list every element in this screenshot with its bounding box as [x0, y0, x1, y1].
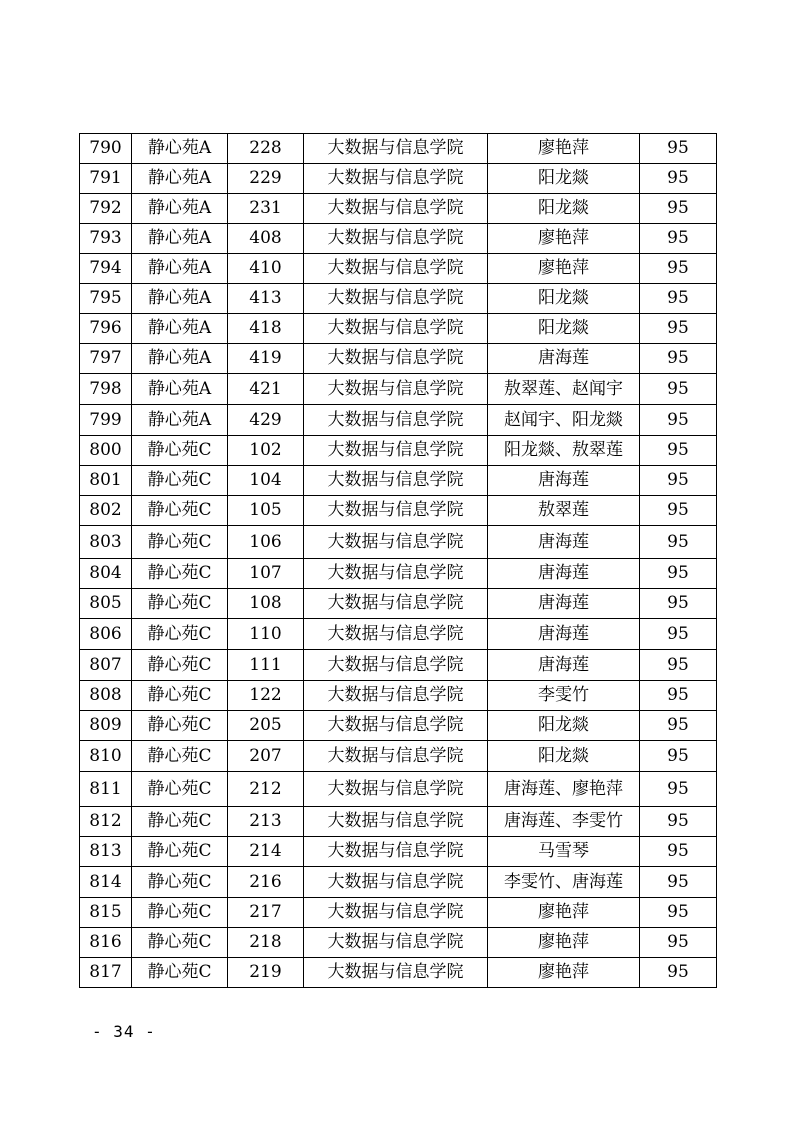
room-cell: 212: [228, 772, 304, 807]
table-row: [80, 254, 717, 284]
table-row: [80, 344, 717, 374]
table-row: [80, 807, 717, 837]
college-cell: 大数据与信息学院: [304, 496, 488, 526]
index-cell: 809: [80, 711, 132, 741]
index-cell: 796: [80, 314, 132, 344]
building-cell: 静心苑C: [132, 837, 228, 867]
score-cell: 95: [640, 344, 717, 374]
counselor-cell: 廖艳萍: [488, 254, 640, 284]
room-cell: 418: [228, 314, 304, 344]
score-cell: 95: [640, 496, 717, 526]
table-body: [80, 134, 717, 988]
score-cell: 95: [640, 224, 717, 254]
college-cell: 大数据与信息学院: [304, 837, 488, 867]
index-cell: 791: [80, 164, 132, 194]
index-cell: 803: [80, 526, 132, 559]
counselor-cell: 阳龙燚: [488, 284, 640, 314]
college-cell: 大数据与信息学院: [304, 164, 488, 194]
counselor-cell: 廖艳萍: [488, 898, 640, 928]
room-cell: 104: [228, 466, 304, 496]
table-row: [80, 314, 717, 344]
college-cell: 大数据与信息学院: [304, 134, 488, 164]
college-cell: 大数据与信息学院: [304, 405, 488, 436]
counselor-cell: 廖艳萍: [488, 958, 640, 988]
room-cell: 419: [228, 344, 304, 374]
counselor-cell: 敖翠莲: [488, 496, 640, 526]
score-cell: 95: [640, 898, 717, 928]
counselor-cell: 唐海莲: [488, 619, 640, 650]
index-cell: 797: [80, 344, 132, 374]
table-row: [80, 837, 717, 867]
index-cell: 805: [80, 589, 132, 619]
score-cell: 95: [640, 741, 717, 772]
score-cell: 95: [640, 807, 717, 837]
college-cell: 大数据与信息学院: [304, 436, 488, 466]
building-cell: 静心苑C: [132, 867, 228, 898]
table-row: [80, 164, 717, 194]
room-cell: 213: [228, 807, 304, 837]
counselor-cell: 唐海莲、李雯竹: [488, 807, 640, 837]
table-row: [80, 741, 717, 772]
building-cell: 静心苑C: [132, 928, 228, 958]
room-cell: 413: [228, 284, 304, 314]
score-cell: 95: [640, 772, 717, 807]
room-cell: 231: [228, 194, 304, 224]
counselor-cell: 唐海莲: [488, 526, 640, 559]
room-cell: 111: [228, 650, 304, 681]
score-cell: 95: [640, 559, 717, 589]
table-row: [80, 405, 717, 436]
building-cell: 静心苑C: [132, 589, 228, 619]
score-cell: 95: [640, 405, 717, 436]
room-cell: 219: [228, 958, 304, 988]
room-cell: 410: [228, 254, 304, 284]
score-cell: 95: [640, 837, 717, 867]
college-cell: 大数据与信息学院: [304, 958, 488, 988]
room-cell: 105: [228, 496, 304, 526]
index-cell: 798: [80, 374, 132, 405]
index-cell: 816: [80, 928, 132, 958]
index-cell: 814: [80, 867, 132, 898]
counselor-cell: 廖艳萍: [488, 224, 640, 254]
counselor-cell: 廖艳萍: [488, 928, 640, 958]
room-cell: 108: [228, 589, 304, 619]
room-cell: 110: [228, 619, 304, 650]
college-cell: 大数据与信息学院: [304, 928, 488, 958]
score-cell: 95: [640, 928, 717, 958]
index-cell: 808: [80, 681, 132, 711]
table-row: [80, 928, 717, 958]
college-cell: 大数据与信息学院: [304, 254, 488, 284]
table-row: [80, 772, 717, 807]
index-cell: 804: [80, 559, 132, 589]
building-cell: 静心苑C: [132, 526, 228, 559]
building-cell: 静心苑C: [132, 741, 228, 772]
building-cell: 静心苑A: [132, 164, 228, 194]
index-cell: 807: [80, 650, 132, 681]
counselor-cell: 阳龙燚: [488, 164, 640, 194]
table-row: [80, 619, 717, 650]
counselor-cell: 唐海莲、廖艳萍: [488, 772, 640, 807]
counselor-cell: 唐海莲: [488, 466, 640, 496]
building-cell: 静心苑A: [132, 194, 228, 224]
room-cell: 207: [228, 741, 304, 772]
building-cell: 静心苑A: [132, 224, 228, 254]
college-cell: 大数据与信息学院: [304, 344, 488, 374]
college-cell: 大数据与信息学院: [304, 619, 488, 650]
score-cell: 95: [640, 526, 717, 559]
score-cell: 95: [640, 589, 717, 619]
room-cell: 217: [228, 898, 304, 928]
college-cell: 大数据与信息学院: [304, 284, 488, 314]
room-cell: 214: [228, 837, 304, 867]
score-cell: 95: [640, 254, 717, 284]
college-cell: 大数据与信息学院: [304, 741, 488, 772]
table-row: [80, 224, 717, 254]
counselor-cell: 阳龙燚: [488, 741, 640, 772]
index-cell: 811: [80, 772, 132, 807]
building-cell: 静心苑A: [132, 405, 228, 436]
building-cell: 静心苑C: [132, 619, 228, 650]
table-row: [80, 589, 717, 619]
table-row: [80, 134, 717, 164]
score-cell: 95: [640, 650, 717, 681]
table-row: [80, 681, 717, 711]
score-cell: 95: [640, 284, 717, 314]
table-row: [80, 867, 717, 898]
counselor-cell: 唐海莲: [488, 559, 640, 589]
index-cell: 793: [80, 224, 132, 254]
college-cell: 大数据与信息学院: [304, 867, 488, 898]
building-cell: 静心苑A: [132, 344, 228, 374]
table-row: [80, 958, 717, 988]
table-row: [80, 711, 717, 741]
index-cell: 810: [80, 741, 132, 772]
building-cell: 静心苑C: [132, 496, 228, 526]
table-row: [80, 898, 717, 928]
counselor-cell: 敖翠莲、赵闻宇: [488, 374, 640, 405]
college-cell: 大数据与信息学院: [304, 526, 488, 559]
room-cell: 218: [228, 928, 304, 958]
building-cell: 静心苑A: [132, 314, 228, 344]
index-cell: 801: [80, 466, 132, 496]
building-cell: 静心苑A: [132, 254, 228, 284]
counselor-cell: 阳龙燚: [488, 711, 640, 741]
dormitory-score-table: [79, 133, 717, 988]
building-cell: 静心苑A: [132, 284, 228, 314]
score-cell: 95: [640, 681, 717, 711]
room-cell: 229: [228, 164, 304, 194]
score-cell: 95: [640, 711, 717, 741]
page-number: - 34 -: [92, 1022, 156, 1041]
table-row: [80, 496, 717, 526]
college-cell: 大数据与信息学院: [304, 466, 488, 496]
room-cell: 106: [228, 526, 304, 559]
building-cell: 静心苑C: [132, 681, 228, 711]
index-cell: 799: [80, 405, 132, 436]
counselor-cell: 唐海莲: [488, 650, 640, 681]
college-cell: 大数据与信息学院: [304, 650, 488, 681]
college-cell: 大数据与信息学院: [304, 807, 488, 837]
college-cell: 大数据与信息学院: [304, 194, 488, 224]
college-cell: 大数据与信息学院: [304, 898, 488, 928]
counselor-cell: 李雯竹: [488, 681, 640, 711]
building-cell: 静心苑C: [132, 650, 228, 681]
table-row: [80, 466, 717, 496]
score-cell: 95: [640, 314, 717, 344]
building-cell: 静心苑C: [132, 466, 228, 496]
index-cell: 815: [80, 898, 132, 928]
building-cell: 静心苑C: [132, 559, 228, 589]
table-row: [80, 194, 717, 224]
table-row: [80, 436, 717, 466]
building-cell: 静心苑C: [132, 772, 228, 807]
room-cell: 228: [228, 134, 304, 164]
building-cell: 静心苑C: [132, 711, 228, 741]
score-cell: 95: [640, 436, 717, 466]
college-cell: 大数据与信息学院: [304, 314, 488, 344]
score-cell: 95: [640, 134, 717, 164]
index-cell: 812: [80, 807, 132, 837]
index-cell: 790: [80, 134, 132, 164]
table-row: [80, 526, 717, 559]
college-cell: 大数据与信息学院: [304, 589, 488, 619]
score-cell: 95: [640, 867, 717, 898]
score-cell: 95: [640, 194, 717, 224]
college-cell: 大数据与信息学院: [304, 772, 488, 807]
room-cell: 122: [228, 681, 304, 711]
index-cell: 813: [80, 837, 132, 867]
room-cell: 107: [228, 559, 304, 589]
building-cell: 静心苑C: [132, 807, 228, 837]
score-cell: 95: [640, 374, 717, 405]
room-cell: 205: [228, 711, 304, 741]
index-cell: 806: [80, 619, 132, 650]
score-cell: 95: [640, 619, 717, 650]
table-row: [80, 559, 717, 589]
room-cell: 421: [228, 374, 304, 405]
college-cell: 大数据与信息学院: [304, 224, 488, 254]
college-cell: 大数据与信息学院: [304, 559, 488, 589]
index-cell: 795: [80, 284, 132, 314]
counselor-cell: 阳龙燚、敖翠莲: [488, 436, 640, 466]
counselor-cell: 李雯竹、唐海莲: [488, 867, 640, 898]
index-cell: 794: [80, 254, 132, 284]
counselor-cell: 阳龙燚: [488, 314, 640, 344]
college-cell: 大数据与信息学院: [304, 681, 488, 711]
college-cell: 大数据与信息学院: [304, 711, 488, 741]
building-cell: 静心苑A: [132, 134, 228, 164]
index-cell: 800: [80, 436, 132, 466]
room-cell: 102: [228, 436, 304, 466]
room-cell: 429: [228, 405, 304, 436]
counselor-cell: 唐海莲: [488, 344, 640, 374]
counselor-cell: 唐海莲: [488, 589, 640, 619]
table-row: [80, 374, 717, 405]
index-cell: 802: [80, 496, 132, 526]
index-cell: 792: [80, 194, 132, 224]
table-row: [80, 284, 717, 314]
counselor-cell: 廖艳萍: [488, 134, 640, 164]
counselor-cell: 马雪琴: [488, 837, 640, 867]
counselor-cell: 赵闻宇、阳龙燚: [488, 405, 640, 436]
college-cell: 大数据与信息学院: [304, 374, 488, 405]
building-cell: 静心苑A: [132, 374, 228, 405]
room-cell: 216: [228, 867, 304, 898]
room-cell: 408: [228, 224, 304, 254]
score-cell: 95: [640, 958, 717, 988]
score-cell: 95: [640, 164, 717, 194]
index-cell: 817: [80, 958, 132, 988]
building-cell: 静心苑C: [132, 958, 228, 988]
counselor-cell: 阳龙燚: [488, 194, 640, 224]
table-row: [80, 650, 717, 681]
building-cell: 静心苑C: [132, 436, 228, 466]
score-cell: 95: [640, 466, 717, 496]
building-cell: 静心苑C: [132, 898, 228, 928]
